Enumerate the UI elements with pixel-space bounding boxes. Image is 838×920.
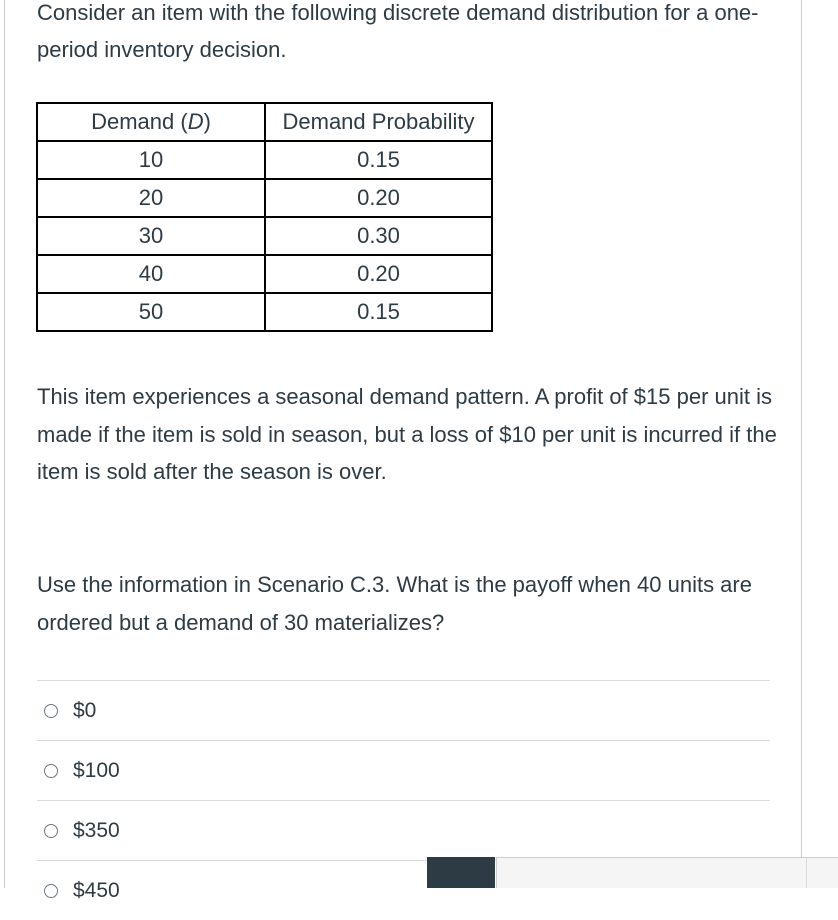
probability-cell: 0.20 <box>265 255 492 293</box>
demand-cell: 20 <box>37 179 265 217</box>
dark-footer-button[interactable] <box>427 857 495 888</box>
demand-header: Demand (D) <box>37 103 265 141</box>
answer-option[interactable] <box>37 800 770 860</box>
table-row <box>37 217 492 255</box>
left-border <box>4 0 5 888</box>
probability-cell: 0.15 <box>265 293 492 331</box>
demand-cell: 10 <box>37 141 265 179</box>
demand-cell: 30 <box>37 217 265 255</box>
table-row <box>37 255 492 293</box>
demand-cell: 50 <box>37 293 265 331</box>
answer-label[interactable]: $450 <box>73 878 120 902</box>
table-row <box>37 179 492 217</box>
radio-button[interactable] <box>44 704 58 718</box>
scenario-text: This item experiences a seasonal demand pattern. A profit of $15 per unit is made if the item is sold in season, but a loss of $10 per unit is incurred if the item is sold after the season is over. <box>37 384 777 484</box>
answer-label[interactable]: $0 <box>73 698 97 722</box>
answer-label[interactable]: $100 <box>73 758 120 782</box>
table-row <box>37 141 492 179</box>
answer-option[interactable] <box>37 740 770 800</box>
radio-button[interactable] <box>44 764 58 778</box>
right-border <box>801 0 802 888</box>
radio-button[interactable] <box>44 824 58 838</box>
demand-cell: 40 <box>37 255 265 293</box>
probability-cell: 0.20 <box>265 179 492 217</box>
table-row <box>37 293 492 331</box>
question-text: Use the information in Scenario C.3. What is the payoff when 40 units are ordered but a demand of 30 materializes? <box>37 572 752 635</box>
answer-option[interactable] <box>37 680 770 740</box>
radio-button[interactable] <box>44 884 58 898</box>
demand-distribution-table <box>36 102 493 332</box>
probability-cell: 0.15 <box>265 141 492 179</box>
intro-text: Consider an item with the following discrete demand distribution for a one-period inventory decision. <box>37 0 759 62</box>
light-footer-button[interactable] <box>496 857 838 888</box>
answer-label[interactable]: $350 <box>73 818 120 842</box>
probability-cell: 0.30 <box>265 217 492 255</box>
probability-header: Demand Probability <box>265 103 492 141</box>
table-header-row <box>37 103 492 141</box>
footer-divider <box>806 857 807 888</box>
